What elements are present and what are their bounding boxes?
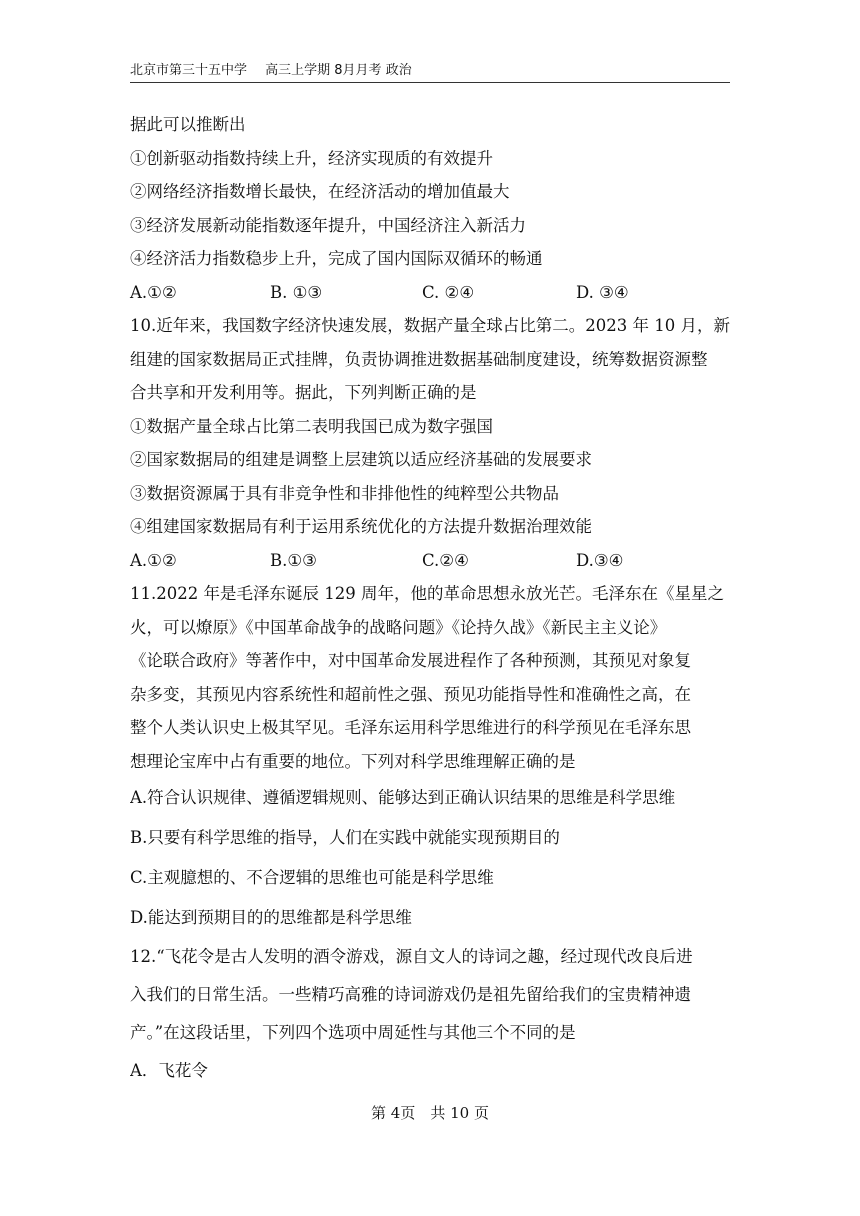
q11-stem-line-1: 11.2022 年是毛泽东诞辰 129 周年，他的革命思想永放光芒。毛泽东在《星星之 <box>130 584 724 603</box>
q10-statement-3: ③数据资源属于具有非竞争性和非排他性的纯粹型公共物品 <box>130 483 559 503</box>
school-name: 北京市第三十五中学 <box>130 63 248 78</box>
q10-statement-1: ①数据产量全球占比第二表明我国已成为数字强国 <box>130 416 493 436</box>
q9-option-b: B. ①③ <box>270 282 323 302</box>
q10-stem-line-1: 10.近年来，我国数字经济快速发展，数据产量全球占比第二。2023 年 10 月，新 <box>130 316 730 335</box>
q9-statement-2: ②网络经济指数增长最快，在经济活动的增加值最大 <box>130 182 510 201</box>
q12-stem-line-2: 入我们的日常生活。一些精巧高雅的诗词游戏仍是祖先留给我们的宝贵精神遗 <box>130 985 691 1004</box>
q11-stem-line-2: 火，可以燎原》《中国革命战争的战略问题》《论持久战》《新民主主义论》 <box>130 617 667 637</box>
q10-statement-2: ②国家数据局的组建是调整上层建筑以适应经济基础的发展要求 <box>130 450 592 469</box>
page-number: 第 4页 共 10 页 <box>371 1104 489 1122</box>
q10-option-a: A.①② <box>130 550 177 570</box>
q9-option-a: A.①② <box>130 282 177 302</box>
q11-option-b: B.只要有科学思维的指导，人们在实践中就能实现预期目的 <box>130 828 560 847</box>
q12-stem-line-3: 产。”在这段话里，下列四个选项中周延性与其他三个不同的是 <box>130 1023 576 1042</box>
q9-option-c: C. ②④ <box>422 282 475 302</box>
q9-statement-3: ③经济发展新动能指数逐年提升，中国经济注入新活力 <box>130 215 526 235</box>
q11-option-c: C.主观臆想的、不合逻辑的思维也可能是科学思维 <box>130 868 494 887</box>
q11-option-a: A.符合认识规律、遵循逻辑规则、能够达到正确认识结果的思维是科学思维 <box>130 788 676 807</box>
page-header <box>130 62 730 83</box>
q10-stem-line-2: 组建的国家数据局正式挂牌，负责协调推进数据基础制度建设，统筹数据资源整 <box>130 349 708 369</box>
q11-stem-line-4: 杂多变，其预见内容系统性和超前性之强、预见功能指导性和准确性之高，在 <box>130 684 691 704</box>
q9-intro: 据此可以推断出 <box>130 115 246 134</box>
q11-stem-line-5: 整个人类认识史上极其罕见。毛泽东运用科学思维进行的科学预见在毛泽东思 <box>130 718 691 737</box>
page-content <box>130 108 742 1090</box>
q12-option-a: A．飞花令 <box>130 1061 208 1080</box>
q10-stem-line-3: 合共享和开发利用等。据此，下列判断正确的是 <box>130 383 477 402</box>
q9-statement-4: ④经济活力指数稳步上升，完成了国内国际双循环的畅通 <box>130 249 543 268</box>
q11-stem-line-6: 想理论宝库中占有重要的地位。下列对科学思维理解正确的是 <box>130 751 576 771</box>
q10-options <box>130 544 742 578</box>
q12-stem-line-1: 12.“飞花令是古人发明的酒令游戏，源自文人的诗词之趣，经过现代改良后进 <box>130 947 693 966</box>
q11-option-d: D.能达到预期目的的思维都是科学思维 <box>130 908 412 927</box>
q10-option-b: B.①③ <box>270 550 317 570</box>
q10-statement-4: ④组建国家数据局有利于运用系统优化的方法提升数据治理效能 <box>130 517 592 536</box>
exam-title: 高三上学期 8月月考 政治 <box>265 63 412 78</box>
q10-option-d: D.③④ <box>576 550 624 570</box>
q10-option-c: C.②④ <box>422 550 469 570</box>
q11-stem-line-3: 《论联合政府》等著作中，对中国革命发展进程作了各种预测，其预见对象复 <box>130 651 691 670</box>
q9-statement-1: ①创新驱动指数持续上升，经济实现质的有效提升 <box>130 148 493 168</box>
q9-options <box>130 276 742 310</box>
q9-option-d: D. ③④ <box>576 282 629 302</box>
